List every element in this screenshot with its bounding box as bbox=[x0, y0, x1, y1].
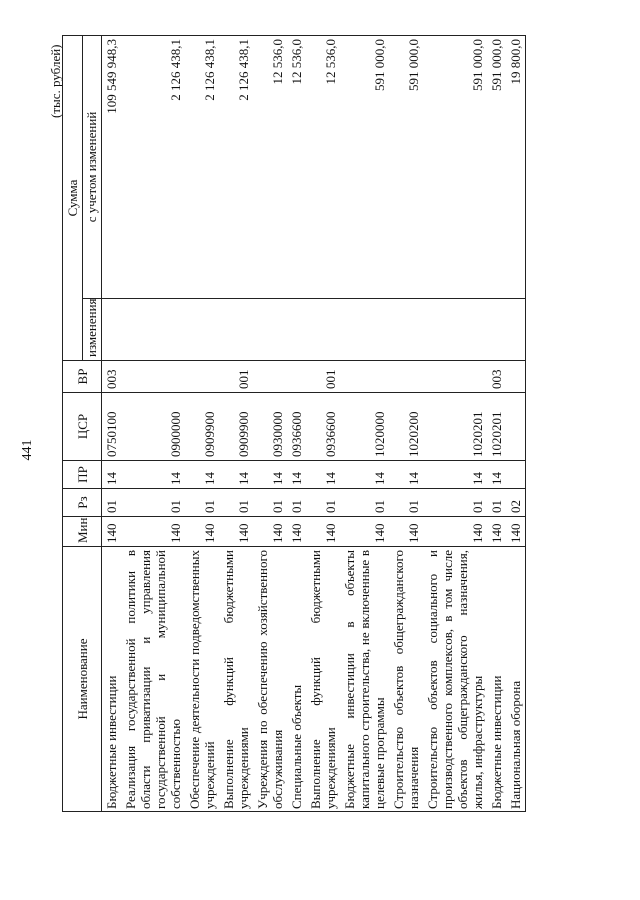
cell-name: Бюджетные инвестиции в объекты капитального строительства, не включенные в целевые программы bbox=[340, 547, 389, 812]
cell-name: Реализация государственной политики в области приватизации и управления государственной и муниципальной собственностью bbox=[121, 547, 185, 812]
cell-min: 140 bbox=[306, 517, 340, 547]
cell-vr bbox=[340, 361, 389, 393]
cell-vr: 001 bbox=[219, 361, 253, 393]
cell-changes bbox=[121, 299, 185, 361]
header-vr: ВР bbox=[63, 361, 102, 393]
cell-name: Специальные объекты bbox=[287, 547, 306, 812]
cell-rz: 01 bbox=[219, 489, 253, 517]
table-row bbox=[423, 36, 487, 812]
cell-pr: 14 bbox=[287, 461, 306, 489]
cell-changes bbox=[185, 299, 219, 361]
cell-pr: 14 bbox=[121, 461, 185, 489]
header-min: Мин bbox=[63, 517, 102, 547]
cell-name: Учреждения по обеспечению хозяйственного обслуживания bbox=[253, 547, 287, 812]
cell-csr: 0909900 bbox=[219, 393, 253, 461]
cell-changes bbox=[389, 299, 423, 361]
cell-rz: 01 bbox=[102, 489, 122, 517]
cell-vr bbox=[121, 361, 185, 393]
cell-pr: 14 bbox=[306, 461, 340, 489]
table-row bbox=[340, 36, 389, 812]
header-pr: ПР bbox=[63, 461, 102, 489]
cell-name: Национальная оборона bbox=[506, 547, 526, 812]
cell-total: 12 536,0 bbox=[253, 36, 287, 299]
cell-changes bbox=[487, 299, 506, 361]
cell-csr: 0909900 bbox=[185, 393, 219, 461]
header-sum: Сумма bbox=[63, 36, 83, 361]
cell-rz: 01 bbox=[306, 489, 340, 517]
cell-pr: 14 bbox=[219, 461, 253, 489]
cell-rz: 01 bbox=[253, 489, 287, 517]
cell-changes bbox=[219, 299, 253, 361]
units-label: (тыс. рублей) bbox=[48, 44, 63, 118]
cell-min: 140 bbox=[506, 517, 526, 547]
cell-csr: 1020201 bbox=[487, 393, 506, 461]
cell-total: 12 536,0 bbox=[287, 36, 306, 299]
cell-csr: 0930000 bbox=[253, 393, 287, 461]
cell-vr bbox=[253, 361, 287, 393]
cell-pr bbox=[506, 461, 526, 489]
cell-pr: 14 bbox=[340, 461, 389, 489]
cell-total: 591 000,0 bbox=[487, 36, 506, 299]
cell-rz: 01 bbox=[487, 489, 506, 517]
cell-total: 19 800,0 bbox=[506, 36, 526, 299]
cell-total: 2 126 438,1 bbox=[121, 36, 185, 299]
cell-rz: 02 bbox=[506, 489, 526, 517]
cell-rz: 01 bbox=[185, 489, 219, 517]
cell-total: 2 126 438,1 bbox=[185, 36, 219, 299]
cell-vr bbox=[423, 361, 487, 393]
cell-vr: 001 bbox=[306, 361, 340, 393]
cell-changes bbox=[506, 299, 526, 361]
cell-csr bbox=[506, 393, 526, 461]
cell-rz: 01 bbox=[340, 489, 389, 517]
cell-pr: 14 bbox=[389, 461, 423, 489]
cell-min: 140 bbox=[253, 517, 287, 547]
cell-min: 140 bbox=[287, 517, 306, 547]
cell-rz: 01 bbox=[287, 489, 306, 517]
cell-vr bbox=[506, 361, 526, 393]
page-number: 441 bbox=[20, 439, 35, 461]
cell-total: 109 549 948,3 bbox=[102, 36, 122, 299]
cell-vr bbox=[185, 361, 219, 393]
header-with-changes: с учетом изменений bbox=[83, 36, 102, 299]
table-row bbox=[219, 36, 253, 812]
cell-name: Строительство объектов социального и производственного комплексов, в том числе объектов общегражданского назначения, жилья, инфраструктуры bbox=[423, 547, 487, 812]
cell-changes bbox=[102, 299, 122, 361]
cell-vr: 003 bbox=[102, 361, 122, 393]
table-row bbox=[287, 36, 306, 812]
cell-vr bbox=[389, 361, 423, 393]
cell-pr: 14 bbox=[423, 461, 487, 489]
cell-total: 12 536,0 bbox=[306, 36, 340, 299]
cell-min: 140 bbox=[340, 517, 389, 547]
cell-total: 591 000,0 bbox=[389, 36, 423, 299]
cell-rz: 01 bbox=[389, 489, 423, 517]
cell-total: 2 126 438,1 bbox=[219, 36, 253, 299]
cell-changes bbox=[306, 299, 340, 361]
cell-rz: 01 bbox=[423, 489, 487, 517]
cell-changes bbox=[253, 299, 287, 361]
cell-name: Обеспечение деятельности подведомственных учреждений bbox=[185, 547, 219, 812]
cell-csr: 0900000 bbox=[121, 393, 185, 461]
header-changes: изменения bbox=[83, 299, 102, 361]
cell-changes bbox=[340, 299, 389, 361]
cell-pr: 14 bbox=[102, 461, 122, 489]
table-row bbox=[487, 36, 506, 812]
cell-csr: 1020201 bbox=[423, 393, 487, 461]
cell-name: Выполнение функций бюджетными учреждениями bbox=[219, 547, 253, 812]
table-body bbox=[102, 36, 526, 812]
cell-min: 140 bbox=[102, 517, 122, 547]
cell-vr: 003 bbox=[487, 361, 506, 393]
cell-min: 140 bbox=[423, 517, 487, 547]
cell-pr: 14 bbox=[253, 461, 287, 489]
cell-rz: 01 bbox=[121, 489, 185, 517]
cell-total: 591 000,0 bbox=[423, 36, 487, 299]
cell-csr: 0936600 bbox=[287, 393, 306, 461]
table-row bbox=[253, 36, 287, 812]
cell-changes bbox=[287, 299, 306, 361]
cell-name: Бюджетные инвестиции bbox=[102, 547, 122, 812]
budget-table bbox=[62, 35, 526, 812]
cell-total: 591 000,0 bbox=[340, 36, 389, 299]
cell-min: 140 bbox=[389, 517, 423, 547]
cell-min: 140 bbox=[121, 517, 185, 547]
table-row bbox=[306, 36, 340, 812]
table-row bbox=[506, 36, 526, 812]
cell-name: Строительство объектов общегражданского назначения bbox=[389, 547, 423, 812]
cell-csr: 1020200 bbox=[389, 393, 423, 461]
cell-pr: 14 bbox=[185, 461, 219, 489]
cell-name: Бюджетные инвестиции bbox=[487, 547, 506, 812]
table-row bbox=[185, 36, 219, 812]
cell-csr: 1020000 bbox=[340, 393, 389, 461]
table-row bbox=[389, 36, 423, 812]
cell-csr: 0936600 bbox=[306, 393, 340, 461]
cell-csr: 0750100 bbox=[102, 393, 122, 461]
header-rz: Рз bbox=[63, 489, 102, 517]
table-row bbox=[121, 36, 185, 812]
cell-changes bbox=[423, 299, 487, 361]
cell-min: 140 bbox=[487, 517, 506, 547]
cell-name: Выполнение функций бюджетными учреждениями bbox=[306, 547, 340, 812]
cell-vr bbox=[287, 361, 306, 393]
cell-min: 140 bbox=[185, 517, 219, 547]
table-row bbox=[102, 36, 122, 812]
header-name: Наименование bbox=[63, 547, 102, 812]
cell-min: 140 bbox=[219, 517, 253, 547]
cell-pr: 14 bbox=[487, 461, 506, 489]
header-csr: ЦСР bbox=[63, 393, 102, 461]
